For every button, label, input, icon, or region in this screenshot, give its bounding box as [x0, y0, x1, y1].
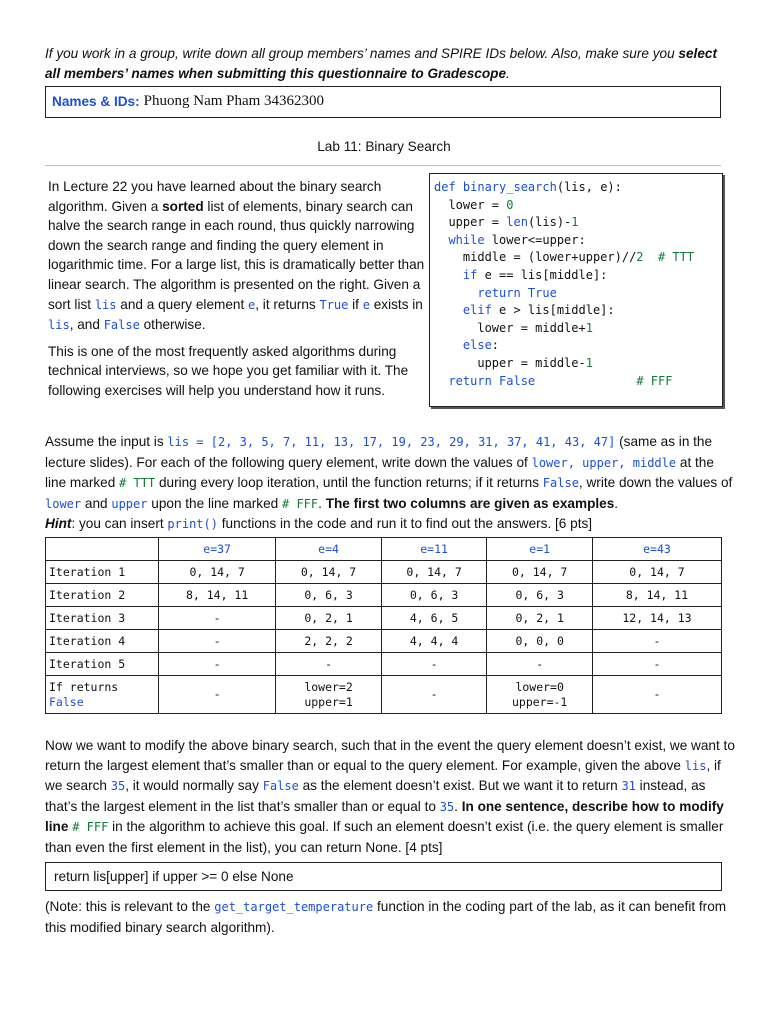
- table-header-cell: [46, 538, 159, 561]
- code-line-12: return False # FFF: [434, 373, 673, 388]
- group-instructions: If you work in a group, write down all group members’ names and SPIRE IDs below. Also, make sure you select all members’ names when submitting this questionnaire to Gradescope.: [45, 46, 717, 81]
- lab-title: Lab 11: Binary Search: [317, 139, 451, 154]
- row-label: Iteration 2: [46, 584, 159, 607]
- table-cell[interactable]: lower=0 upper=-1: [487, 676, 593, 714]
- names-ids-field[interactable]: [45, 86, 721, 118]
- row-label: Iteration 5: [46, 653, 159, 676]
- row-label: Iteration 3: [46, 607, 159, 630]
- code-line-11: upper = middle-1: [434, 355, 593, 370]
- description-paragraph-2: This is one of the most frequently asked algorithms during technical interviews, so we hope you get familiar with it. The following exercises will help you understand how it runs.: [48, 343, 409, 398]
- table-row: [46, 630, 722, 653]
- table-row-returns-false: [46, 676, 722, 714]
- table-cell[interactable]: -: [592, 630, 721, 653]
- code-line-2: lower = 0: [434, 197, 514, 212]
- table-cell[interactable]: 0, 6, 3: [276, 584, 382, 607]
- description-paragraph-1: In Lecture 22 you have learned about the binary search algorithm. Given a sorted list of elements, binary search can halve the search range in each round, thus quickly narrowing down the search range and finding the query element in logarithmic time. For a large list, this is dramatically better than linear search. The algorithm is presented on the right. Given a sort list lis and a query element e, it returns True if e exists in lis, and False otherwise.: [48, 179, 425, 333]
- table-cell[interactable]: -: [159, 630, 276, 653]
- question-1-prompt: Assume the input is lis = [2, 3, 5, 7, 11, 13, 17, 19, 23, 29, 31, 37, 41, 43, 47] (same as in the lecture slides). For each of the following query element, write down the values of lower, upper, middle at the line marked # TTT during every loop iteration, until the function returns; if it returns False, write down the values of lower and upper upon the line marked # FFF. The first two columns are given as examples. Hint: you can insert print() functions in the code and run it to find out the answers. [6 pts]: [45, 434, 733, 532]
- table-header-cell: e=1: [487, 538, 593, 561]
- code-line-7: return True: [434, 285, 557, 300]
- table-header-cell: e=11: [381, 538, 487, 561]
- table-cell[interactable]: 0, 14, 7: [381, 561, 487, 584]
- row-label: If returns False: [46, 676, 159, 714]
- table-cell[interactable]: -: [592, 676, 721, 714]
- table-cell[interactable]: 0, 2, 1: [487, 607, 593, 630]
- table-row: [46, 584, 722, 607]
- table-row: [46, 561, 722, 584]
- table-cell[interactable]: -: [276, 653, 382, 676]
- table-cell[interactable]: -: [381, 676, 487, 714]
- code-line-3: upper = len(lis)-1: [434, 215, 579, 230]
- row-label: Iteration 1: [46, 561, 159, 584]
- table-cell[interactable]: 4, 4, 4: [381, 630, 487, 653]
- row-label: Iteration 4: [46, 630, 159, 653]
- table-row: [46, 653, 722, 676]
- table-cell[interactable]: 0, 6, 3: [381, 584, 487, 607]
- code-line-1: def binary_search(lis, e):: [434, 180, 622, 194]
- section-divider: [45, 165, 721, 166]
- code-block: [429, 173, 723, 407]
- table-cell[interactable]: -: [381, 653, 487, 676]
- names-ids-value: Phuong Nam Pham 34362300: [143, 93, 325, 110]
- table-cell[interactable]: 0, 0, 0: [487, 630, 593, 653]
- table-header-cell: e=43: [592, 538, 721, 561]
- table-row: [46, 607, 722, 630]
- table-header-row: [46, 538, 722, 561]
- algorithm-description: [48, 177, 426, 407]
- answer-text: return lis[upper] if upper >= 0 else None: [54, 868, 294, 884]
- table-cell[interactable]: -: [159, 607, 276, 630]
- table-cell[interactable]: 12, 14, 13: [592, 607, 721, 630]
- code-line-8: elif e > lis[middle]:: [434, 303, 615, 318]
- answer-field[interactable]: [45, 862, 722, 891]
- code-line-5: middle = (lower+upper)//2 # TTT: [434, 250, 695, 265]
- table-cell[interactable]: -: [159, 653, 276, 676]
- names-ids-label: Names & IDs:: [52, 94, 140, 110]
- table-cell[interactable]: -: [159, 676, 276, 714]
- table-cell[interactable]: 8, 14, 11: [592, 584, 721, 607]
- table-header-cell: e=37: [159, 538, 276, 561]
- table-cell[interactable]: 0, 14, 7: [159, 561, 276, 584]
- iteration-table: [45, 537, 722, 714]
- code-line-10: else:: [434, 338, 500, 353]
- table-cell[interactable]: 0, 6, 3: [487, 584, 593, 607]
- table-cell[interactable]: 4, 6, 5: [381, 607, 487, 630]
- table-cell[interactable]: 8, 14, 11: [159, 584, 276, 607]
- note-paragraph: (Note: this is relevant to the get_target_temperature function in the coding part of the lab, as it can benefit from this modified binary search algorithm).: [45, 899, 727, 935]
- table-cell[interactable]: 0, 14, 7: [276, 561, 382, 584]
- question-2-prompt: Now we want to modify the above binary search, such that in the event the query element doesn’t exist, we want to return the largest element that’s smaller than or equal to the query element. For example, given the above lis, if we search 35, it would normally say False as the element doesn’t exist. But we want it to return 31 instead, as that’s the largest element in the list that’s smaller than or equal to 35. In one sentence, describe how to modify line # FFF in the algorithm to achieve this goal. If such an element doesn’t exist (i.e. the query element is smaller than even the first element in the list), you can return None. [4 pts]: [45, 738, 735, 855]
- table-header-cell: e=4: [276, 538, 382, 561]
- table-cell[interactable]: 0, 14, 7: [592, 561, 721, 584]
- table-cell[interactable]: lower=2 upper=1: [276, 676, 382, 714]
- code-line-6: if e == lis[middle]:: [434, 267, 608, 282]
- code-line-4: while lower<=upper:: [434, 232, 586, 247]
- table-cell[interactable]: -: [487, 653, 593, 676]
- table-cell[interactable]: 0, 2, 1: [276, 607, 382, 630]
- table-cell[interactable]: 0, 14, 7: [487, 561, 593, 584]
- table-cell[interactable]: -: [592, 653, 721, 676]
- code-line-9: lower = middle+1: [434, 320, 593, 335]
- table-cell[interactable]: 2, 2, 2: [276, 630, 382, 653]
